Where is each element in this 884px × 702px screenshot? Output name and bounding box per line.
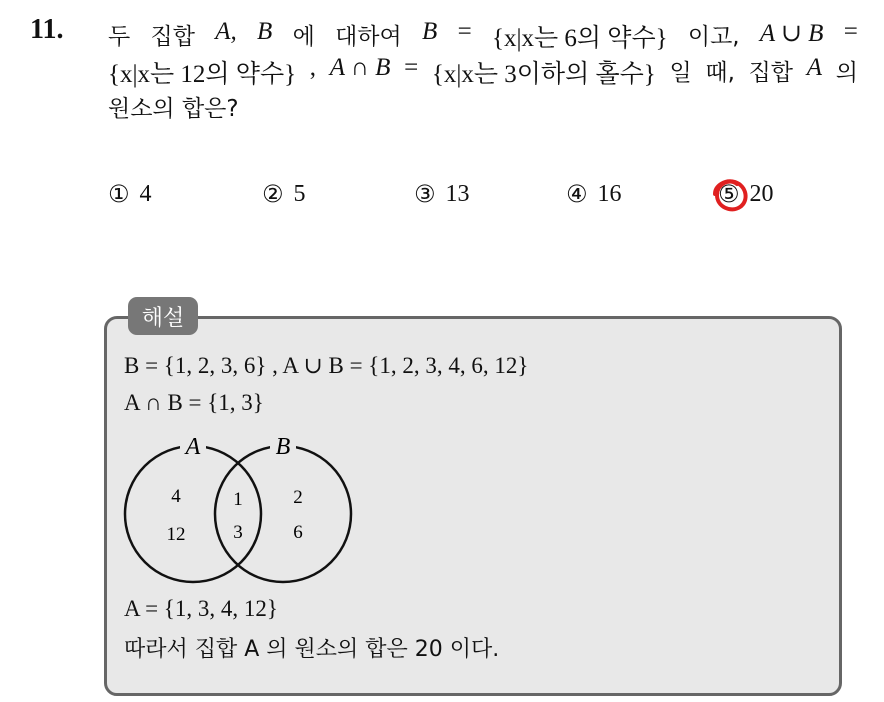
union-expr: A ∪ B bbox=[759, 20, 824, 47]
word: 집합 bbox=[748, 60, 794, 86]
comma: , bbox=[309, 54, 317, 81]
math-var: B bbox=[422, 18, 438, 45]
choice-5[interactable] bbox=[718, 180, 774, 208]
union-definition: {x|x는 12의 약수} bbox=[108, 61, 297, 88]
word: 에 bbox=[292, 24, 315, 50]
choice-value: 16 bbox=[597, 180, 622, 207]
word: 때, bbox=[705, 60, 735, 86]
question-line-2 bbox=[108, 54, 858, 90]
solution-conclusion: 따라서 집합 A 의 원소의 합은 20 이다. bbox=[124, 637, 500, 662]
word: 두 bbox=[108, 24, 131, 50]
choice-1[interactable] bbox=[108, 180, 152, 208]
math-op: = bbox=[404, 54, 419, 81]
question-line-3: 원소의 합은? bbox=[108, 96, 239, 122]
set-a-label: A bbox=[185, 434, 201, 460]
intersection-definition: {x|x는 3이하의 홀수} bbox=[431, 61, 656, 88]
word: 이고, bbox=[687, 24, 740, 50]
math-var: A, bbox=[215, 18, 237, 45]
choice-value: 13 bbox=[445, 180, 470, 207]
solution-line-1: B = {1, 2, 3, 6} , A ∪ B = {1, 2, 3, 4, 6, 12} bbox=[124, 353, 529, 378]
choice-4[interactable] bbox=[566, 180, 622, 208]
question-line-1 bbox=[108, 18, 858, 54]
choice-number: ② bbox=[262, 180, 284, 208]
choice-number: ① bbox=[108, 180, 130, 208]
choice-2[interactable] bbox=[262, 180, 306, 208]
math-var: B bbox=[257, 18, 273, 45]
intersection-element: 3 bbox=[233, 522, 243, 543]
intersection-expr: A ∩ B bbox=[329, 54, 391, 81]
word: 대하여 bbox=[335, 24, 402, 50]
only-a-element: 4 bbox=[171, 486, 181, 507]
math-op: = bbox=[843, 18, 858, 45]
math-op: = bbox=[457, 18, 472, 45]
intersection-element: 1 bbox=[233, 489, 243, 510]
choice-number: ③ bbox=[414, 180, 436, 208]
choice-number: ⑤ bbox=[718, 180, 740, 208]
choice-number: ④ bbox=[566, 180, 588, 208]
word: 집합 bbox=[150, 24, 195, 50]
set-a-circle bbox=[125, 446, 261, 582]
word: 일 bbox=[669, 60, 692, 86]
set-b-circle bbox=[215, 446, 351, 582]
choice-value: 4 bbox=[139, 180, 152, 207]
only-b-element: 6 bbox=[293, 522, 303, 543]
venn-diagram bbox=[118, 428, 368, 590]
choice-3[interactable] bbox=[414, 180, 470, 208]
choice-value: 20 bbox=[749, 180, 774, 207]
solution-line-2: A ∩ B = {1, 3} bbox=[124, 390, 264, 415]
answer-choices bbox=[0, 180, 884, 214]
only-b-element: 2 bbox=[293, 487, 303, 508]
only-a-element: 12 bbox=[166, 524, 186, 545]
solution-line-3: A = {1, 3, 4, 12} bbox=[124, 596, 278, 621]
choice-value: 5 bbox=[293, 180, 306, 207]
word: 의 bbox=[835, 60, 858, 86]
set-b-definition: {x|x는 6의 약수} bbox=[491, 25, 668, 52]
solution-tag: 해설 bbox=[128, 297, 198, 335]
question-number: 11. bbox=[30, 14, 64, 45]
math-var: A bbox=[806, 54, 822, 81]
set-b-label: B bbox=[275, 434, 291, 460]
